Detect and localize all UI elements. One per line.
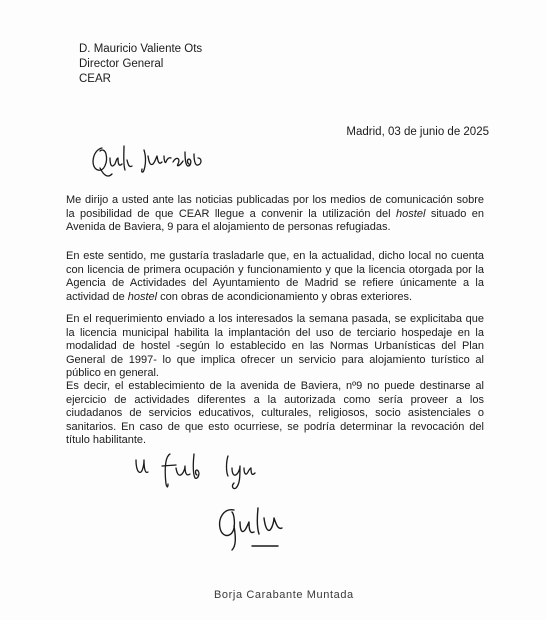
paragraph-2-text-c: con obras de acondicionamiento y obras exteriores. (157, 290, 413, 303)
paragraph-2-text-a: En este sentido, me gustaría trasladarle que, en la actualidad, dicho local no cuenta con licencia de primera ocupación y funcionamiento y que la licencia otorgada por la Agencia de Actividades del Ayuntamiento de Madrid se refiere únicamente a la actividad de (66, 250, 484, 303)
handwritten-greeting (88, 142, 228, 182)
paragraph-2-italic: hostel (127, 290, 158, 303)
recipient-title: Director General (79, 58, 164, 70)
letter-date: Madrid, 03 de junio de 2025 (346, 126, 489, 138)
handwritten-closing (132, 450, 282, 495)
paragraph-3-text: En el requerimiento enviado a los interesados la semana pasada, se explicitaba que la licencia municipal habilita la implantación del uso de terciario hospedaje en la modalidad de hostel -según lo establecido en las Normas Urbanísticas del Plan General de 1997- lo que implica ofrecer un servicio para alojamiento turístico al público en general. (66, 313, 484, 380)
paragraph-4-text: Es decir, el establecimiento de la avenida de Baviera, nº9 no puede destinarse al ejercicio de actividades diferentes a la autorizada como sería proveer a los ciudadanos de servicios educativos, culturales, religiosos, socio asistenciales o sanitarios. En caso de que esto ocurriese, se podría determinar la revocación del título habilitante. (66, 380, 484, 447)
paragraph-1-text-c: situado en Avenida de Baviera, 9 para el alojamiento de personas refugiadas. (66, 207, 484, 234)
paragraph-1-text-a: Me dirijo a usted ante las noticias publicadas por los medios de comunicación sobre la posibilidad de que CEAR llegue a convenir la utilización del (66, 194, 484, 220)
paragraph-2 (66, 250, 484, 304)
signature-image (212, 502, 312, 554)
paragraph-4 (66, 380, 484, 448)
signer-name: Borja Carabante Muntada (214, 589, 354, 601)
recipient-block (79, 42, 202, 87)
paragraph-1-italic: hostel (396, 207, 426, 220)
paragraph-3 (66, 313, 484, 381)
recipient-org: CEAR (79, 73, 111, 85)
recipient-name: D. Mauricio Valiente Ots (79, 43, 203, 55)
paragraph-1 (66, 194, 484, 235)
